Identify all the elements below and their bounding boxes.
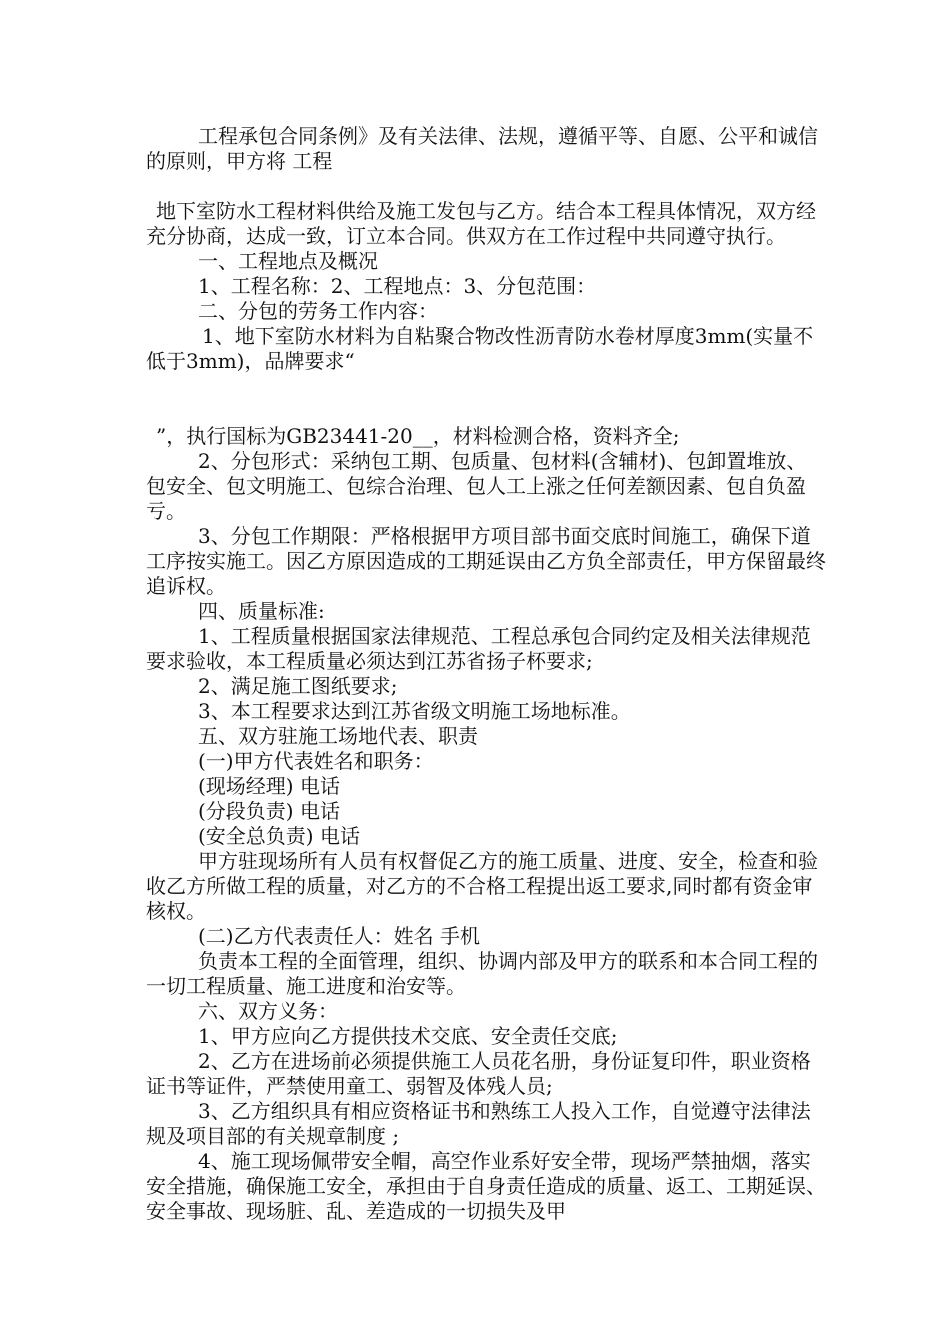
paragraph-party-a-rights: 甲方驻现场所有人员有权督促乙方的施工质量、进度、安全，检查和验收乙方所做工程的质量，对乙方的不合格工程提出返工要求,同时都有资金审核权。 (146, 849, 818, 923)
paragraph-site-manager: (现场经理) 电话 (198, 774, 340, 798)
paragraph-safety-leader: (安全总负责) 电话 (198, 824, 360, 848)
paragraph-obligation-3: 3、乙方组织具有相应资格证书和熟练工人投入工作，自觉遵守法律法规及项目部的有关规章制度 ; (146, 1099, 811, 1148)
paragraph-obligation-1: 1、甲方应向乙方提供技术交底、安全责任交底; (198, 1024, 618, 1048)
paragraph-project-info: 1、工程名称：2、工程地点：3、分包范围： (198, 274, 597, 298)
main-section (146, 199, 826, 374)
paragraph-standard: ”，执行国标为GB23441-20__，材料检测合格，资料齐全; (156, 424, 680, 448)
heading-section-5: 五、双方驻施工场地代表、职责 (198, 724, 478, 748)
paragraph-party-b-rep: (二)乙方代表责任人：姓名 手机 (198, 924, 480, 948)
paragraph-quality-3: 3、本工程要求达到江苏省级文明施工场地标准。 (198, 699, 631, 723)
paragraph-obligation-4: 4、施工现场佩带安全帽，高空作业系好安全带，现场严禁抽烟，落实安全措施，确保施工安全，承担由于自身责任造成的质量、返工、工期延误、安全事故、现场脏、乱、差造成的一切损失及甲 (146, 1149, 826, 1223)
paragraph-work-period: 3、分包工作期限：严格根据甲方项目部书面交底时间施工，确保下道工序按实施工。因乙方原因造成的工期延误由乙方负全部责任，甲方保留最终追诉权。 (146, 524, 826, 598)
heading-section-1: 一、工程地点及概况 (198, 249, 378, 273)
paragraph-party-b-duties: 负责本工程的全面管理，组织、协调内部及甲方的联系和本合同工程的一切工程质量、施工进度和治安等。 (146, 949, 818, 998)
heading-section-4: 四、质量标准: (198, 599, 325, 623)
paragraph-section-leader: (分段负责) 电话 (198, 799, 340, 823)
paragraph-quality-1: 1、工程质量根据国家法律规范、工程总承包合同约定及相关法律规范要求验收，本工程质量必须达到江苏省扬子杯要求; (146, 624, 811, 673)
intro-section (146, 124, 826, 174)
heading-section-6: 六、双方义务： (198, 999, 338, 1023)
paragraph-contract-basis: 工程承包合同条例》及有关法律、法规，遵循平等、自愿、公平和诚信的原则，甲方将 工程 (146, 124, 818, 173)
paragraph-obligation-2: 2、乙方在进场前必须提供施工人员花名册，身份证复印件，职业资格证书等证件，严禁使用童工、弱智及体残人员; (146, 1049, 811, 1098)
paragraph-subcontract-form: 2、分包形式：采纳包工期、包质量、包材料(含辅材)、包卸置堆放、包安全、包文明施工、包综合治理、包人工上涨之任何差额因素、包自负盈亏。 (146, 449, 807, 523)
paragraph-party-a-rep: (一)甲方代表姓名和职务： (198, 749, 434, 773)
paragraph-quality-2: 2、满足施工图纸要求; (198, 674, 398, 698)
paragraph-material: 1、地下室防水材料为自粘聚合物改性沥青防水卷材厚度3mm(实量不低于3mm)，品牌要求“ (146, 324, 814, 373)
terms-section (146, 424, 826, 1224)
paragraph-scope: 地下室防水工程材料供给及施工发包与乙方。结合本工程具体情况，双方经充分协商，达成一致，订立本合同。供双方在工作过程中共同遵守执行。 (146, 199, 816, 248)
heading-section-2: 二、分包的劳务工作内容： (198, 299, 438, 323)
